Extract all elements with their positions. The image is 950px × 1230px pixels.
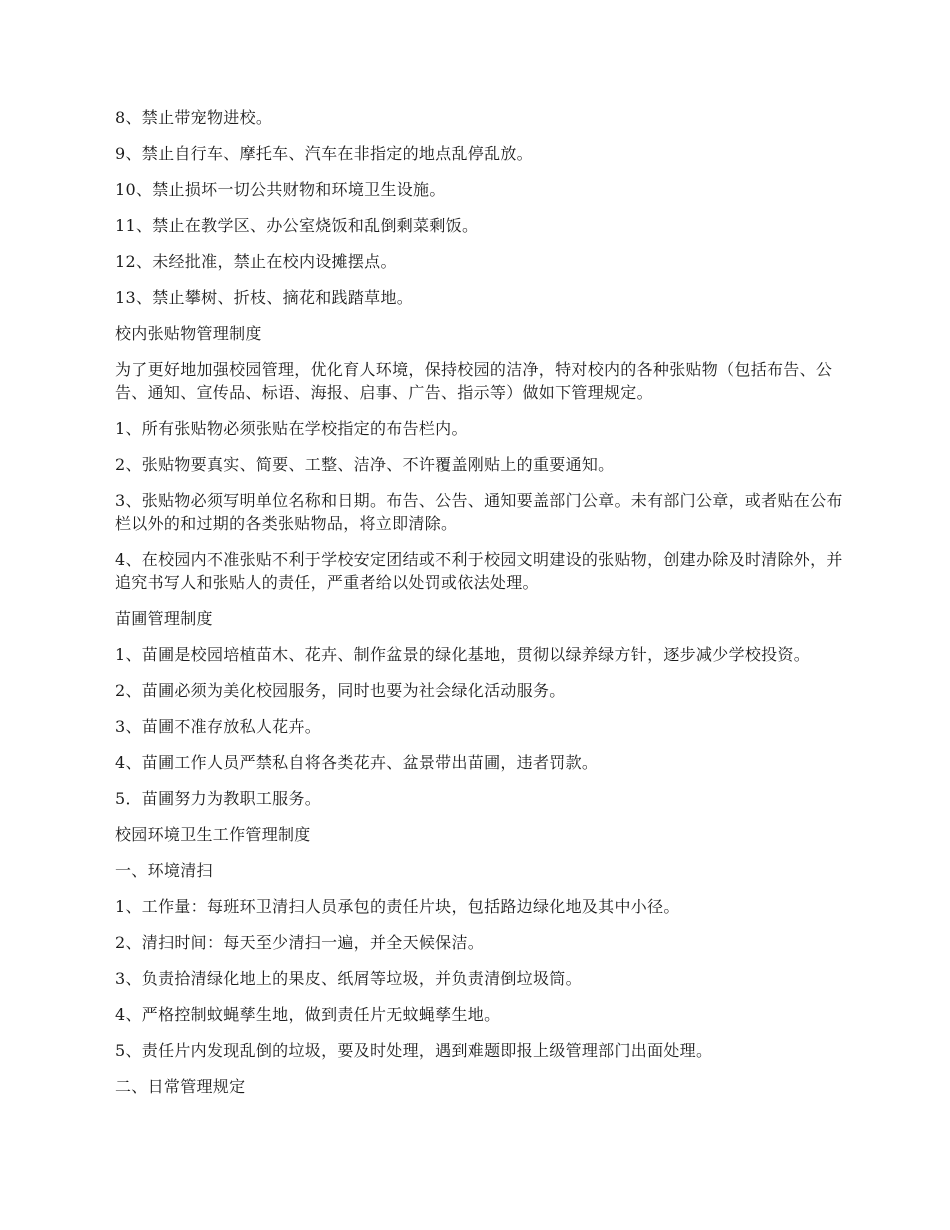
- rule-item: 2、张贴物要真实、简要、工整、洁净、不许覆盖刚贴上的重要通知。: [115, 455, 615, 474]
- section-heading: 校内张贴物管理制度: [115, 324, 262, 343]
- rule-item: 2、清扫时间：每天至少清扫一遍，并全天候保洁。: [115, 933, 485, 952]
- section-heading: 校园环境卫生工作管理制度: [115, 825, 311, 844]
- rule-item: 4、在校园内不准张贴不利于学校安定团结或不利于校园文明建设的张贴物，创建办除及时清除外，并追究书写人和张贴人的责任，严重者给以处罚或依法处理。: [115, 550, 843, 592]
- rule-item: 9、禁止自行车、摩托车、汽车在非指定的地点乱停乱放。: [115, 144, 533, 163]
- rule-item: 2、苗圃必须为美化校园服务，同时也要为社会绿化活动服务。: [115, 681, 566, 700]
- rule-item: 3、张贴物必须写明单位名称和日期。布告、公告、通知要盖部门公章。未有部门公章，或者贴在公布栏以外的和过期的各类张贴物品，将立即清除。: [115, 491, 843, 533]
- rule-item: 5、责任片内发现乱倒的垃圾，要及时处理，遇到难题即报上级管理部门出面处理。: [115, 1041, 713, 1060]
- rule-item: 3、负责拾清绿化地上的果皮、纸屑等垃圾，并负责清倒垃圾筒。: [115, 969, 582, 988]
- intro-paragraph: 为了更好地加强校园管理，优化育人环境，保持校园的洁净，特对校内的各种张贴物（包括布告、公告、通知、宣传品、标语、海报、启事、广告、指示等）做如下管理规定。: [115, 360, 833, 402]
- subsection-heading: 二、日常管理规定: [115, 1077, 246, 1096]
- rule-item: 1、工作量：每班环卫清扫人员承包的责任片块，包括路边绿化地及其中小径。: [115, 897, 680, 916]
- rule-item: 11、禁止在教学区、办公室烧饭和乱倒剩菜剩饭。: [115, 216, 479, 235]
- rule-item: 1、所有张贴物必须张贴在学校指定的布告栏内。: [115, 419, 468, 438]
- rule-item: 3、苗圃不准存放私人花卉。: [115, 717, 322, 736]
- subsection-heading: 一、环境清扫: [115, 861, 213, 880]
- rule-item: 8、禁止带宠物进校。: [115, 108, 273, 127]
- document-body: [115, 106, 845, 1111]
- rule-item: 5．苗圃努力为教职工服务。: [115, 789, 322, 808]
- rule-item: 10、禁止损坏一切公共财物和环境卫生设施。: [115, 180, 446, 199]
- section-heading: 苗圃管理制度: [115, 609, 213, 628]
- rule-item: 4、苗圃工作人员严禁私自将各类花卉、盆景带出苗圃，违者罚款。: [115, 753, 599, 772]
- rule-item: 12、未经批准，禁止在校内设摊摆点。: [115, 252, 397, 271]
- rule-item: 13、禁止攀树、折枝、摘花和践踏草地。: [115, 288, 414, 307]
- rule-item: 4、严格控制蚊蝇孳生地，做到责任片无蚊蝇孳生地。: [115, 1005, 501, 1024]
- rule-item: 1、苗圃是校园培植苗木、花卉、制作盆景的绿化基地，贯彻以绿养绿方针，逐步减少学校投资。: [115, 645, 811, 664]
